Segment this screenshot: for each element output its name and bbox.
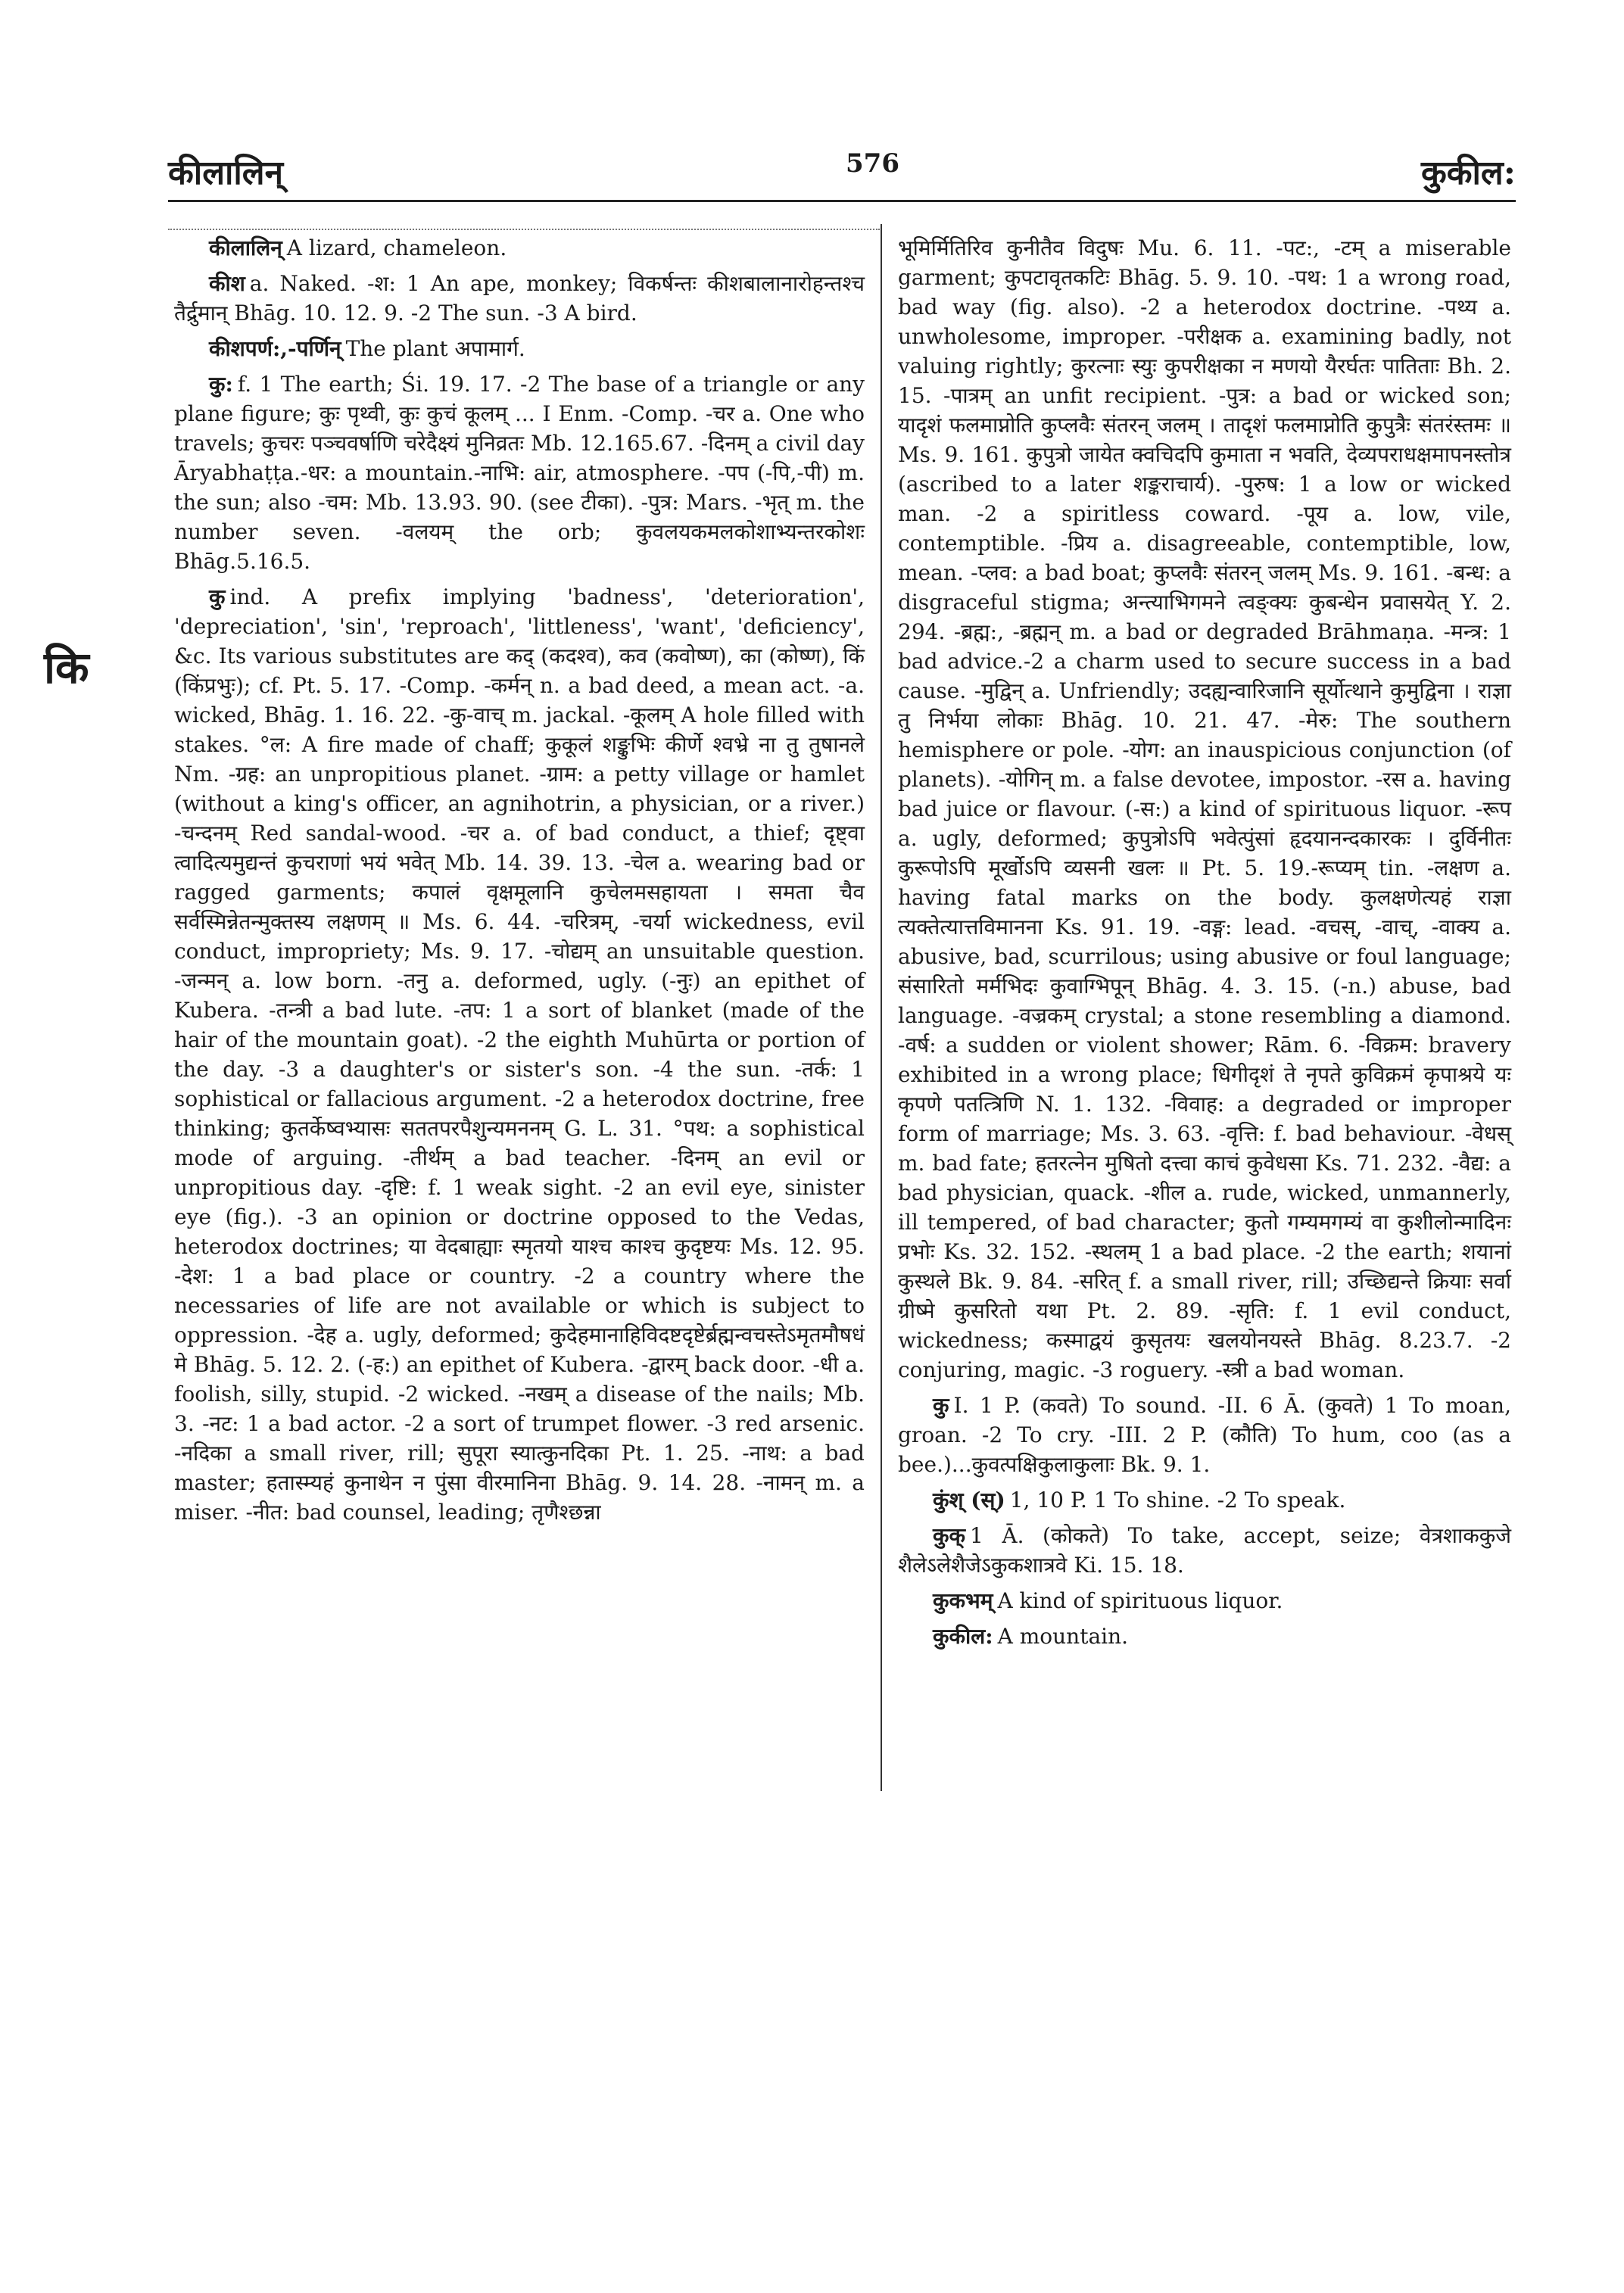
definition: ind. A prefix implying 'badness', 'deterioration', 'depreciation', 'sin', 'reproach', 'littleness', 'want', 'deficiency', &c. Its various substitutes are कद् (कदश्व), कव (कवोष्ण), का (कोष्ण), किं (किंप्रभुः); cf. Pt. 5. 17. -Comp. -कर्मन् n. a bad deed, a mean act. -a. wicked, Bhāg. 1. 16. 22. -कु-वाच् m. jackal. -कूलम् A hole filled with stakes. °ल: A fire made of chaff; कुकूलं शङ्कुभिः कीर्णे श्वभ्रे ना तु तुषानले Nm. -ग्रह: an unpropitious planet. -ग्राम: a petty village or hamlet (without a king's officer, an agnihotrin, a physician, or a river.) -चन्दनम् Red sandal-wood. -चर a. of bad conduct, a thief; दृष्ट्वा त्वादित्यमुद्यन्तं कुचराणां भयं भवेत् Mb. 14. 39. 13. -चेल a. wearing bad or ragged garments; कपालं वृक्षमूलानि कुचेलमसहायता । समता चैव सर्वस्मिन्नेतन्मुक्तस्य लक्षणम् ॥ Ms. 6. 44. -चरित्रम्, -चर्या wickedness, evil conduct, impropriety; Ms. 9. 17. -चोद्यम् an unsuitable question. -जन्मन् a. low born. -तनु a. deformed, ugly. (-नुः) an epithet of Kubera. -तन्त्री a bad lute. -तप: 1 a sort of blanket (made of the hair of the mountain goat). -2 the eighth Muhūrta or portion of the day. -3 a daughter's or sister's son. -4 the sun. -तर्क: 1 sophistical or fallacious argument. -2 a heterodox doctrine, free thinking; कुतर्केष्वभ्यासः सततपरपैशुन्यमननम् G. L. 31. °पथ: a sophistical mode of arguing. -तीर्थम् a bad teacher. -दिनम् an evil or unpropitious day. -दृष्टि: f. 1 weak sight. -2 an evil eye, sinister eye (fig.). -3 an opinion or doctrine opposed to the Vedas, heterodox doctrines; या वेदबाह्याः स्मृतयो याश्च काश्च कुदृष्टयः Ms. 12. 95. -देश: 1 a bad place or country. -2 a country where the necessaries of life are not available or which is subject to oppression. -देह a. ugly, deformed; कुदेहमानाहिविदष्टदृष्टेर्ब्रह्मन्वचस्तेऽमृतमौषधं मे Bhāg. 5. 12. 2. (-ह:) an epithet of Kubera. -द्वारम् back door. -धी a. foolish, silly, stupid. -2 wicked. -नखम् a disease of the nails; Mb. 3. -नट: 1 a bad actor. -2 a sort of trumpet flower. -3 red arsenic. -नदिका a small river, rill; सुपूरा स्यात्कुनदिका Pt. 1. 25. -नाथ: a bad master; हतास्म्यहं कुनाथेन न पुंसा वीरमानिना Bhāg. 9. 14. 28. -नामन् m. a miser. -नीत: bad counsel, leading; तृणैश्छन्ना [174, 584, 865, 1525]
running-head-right: कुकील: [1420, 154, 1516, 192]
dictionary-entry [898, 1521, 1511, 1580]
headword: कीलालिन् [209, 235, 282, 260]
dictionary-entry [174, 582, 865, 1527]
headword: कुकील: [933, 1624, 993, 1649]
header-rule [168, 200, 1516, 202]
dictionary-entry [898, 1485, 1511, 1515]
definition: A mountain. [997, 1624, 1129, 1649]
definition: भूमिर्मितिरिव कुनीतैव विदुषः Mu. 6. 11. -पट:, -टम् a miserable garment; कुपटावृतकटिः Bhāg. 5. 9. 10. -पथ: 1 a wrong road, bad way (fig. also). -2 a heterodox doctrine. -पथ्य a. unwholesome, improper. -परीक्षक a. examining badly, not valuing rightly; कुरत्नाः स्युः कुपरीक्षका न मणयो यैरर्घतः पातिताः Bh. 2. 15. -पात्रम् an unfit recipient. -पुत्र: a bad or wicked son; यादृशं फलमाप्नोति कुप्लवैः संतरन् जलम् । तादृशं फलमाप्नोति कुपुत्रैः संतरंस्तमः ॥ Ms. 9. 161. कुपुत्रो जायेत क्वचिदपि कुमाता न भवति, देव्यपराधक्षमापनस्तोत्र (ascribed to a later शङ्कराचार्य). -पुरुष: 1 a low or wicked man. -2 a spiritless coward. -पूय a. low, vile, contemptible. -प्रिय a. disagreeable, contemptible, low, mean. -प्लव: a bad boat; कुप्लवैः संतरन् जलम् Ms. 9. 161. -बन्ध: a disgraceful stigma; अन्त्याभिगमने त्वङ्क्यः कुबन्धेन प्रवासयेत् Y. 2. 294. -ब्रह्म:, -ब्रह्मन् m. a bad or degraded Brāhmaṇa. -मन्त्र: 1 bad advice.-2 a charm used to secure success in a bad cause. -मुद्विन् a. Unfriendly; उदह्यन्वारिजानि सूर्योत्थाने कुमुद्विना । राज्ञा तु निर्भया लोकाः Bhāg. 10. 21. 47. -मेरु: The southern hemisphere or pole. -योग: an inauspicious conjunction (of planets). -योगिन् m. a false devotee, impostor. -रस a. having bad juice or flavour. (-स:) a kind of spirituous liquor. -रूप a. ugly, deformed; कुपुत्रोऽपि भवेत्पुंसां हृदयानन्दकारकः । दुर्विनीतः कुरूपोऽपि मूर्खोऽपि व्यसनी खलः ॥ Pt. 5. 19.-रूप्यम् tin. -लक्षण a. having fatal marks on the body. कुलक्षणेत्यहं राज्ञा त्यक्तेत्यात्तविमानना Ks. 91. 19. -वङ्ग: lead. -वचस्, -वाच्, -वाक्य a. abusive, bad, scurrilous; using abusive or foul language; संसारितो मर्मभिदः कुवाग्भिपून् Bhāg. 4. 3. 15. (-n.) abuse, bad language. -वज्रकम् crystal; a stone resembling a diamond. -वर्ष: a sudden or violent shower; Rām. 6. -विक्रम: bravery exhibited in a wrong place; धिगीदृशं ते नृपते कुविक्रमं कृपाश्रये यः कृपणे पतत्त्रिणि N. 1. 132. -विवाह: a degraded or improper form of marriage; Ms. 3. 63. -वृत्ति: f. bad behaviour. -वेधस् m. bad fate; हतरत्नेन मुषितो दत्त्वा काचं कुवेधसा Ks. 71. 232. -वैद्य: a bad physician, quack. -शील a. rude, wicked, unmannerly, ill tempered, of bad character; कुतो गम्यमगम्यं वा कुशीलोन्मादिनः प्रभोः Ks. 32. 152. -स्थलम् 1 a bad place. -2 the earth; शयानां कुस्थले Bk. 9. 84. -सरित् f. a small river, rill; उच्छिद्यन्ते क्रियाः सर्वा ग्रीष्मे कुसरितो यथा Pt. 2. 89. -सृति: f. 1 evil conduct, wickedness; कस्माद्वयं कुसृतयः खलयोनयस्ते Bhāg. 8.23.7. -2 conjuring, magic. -3 roguery. -स्त्री a bad woman. [898, 235, 1511, 1382]
left-column [174, 233, 865, 1533]
headword: कु: [209, 372, 233, 397]
margin-thumb-index: कि [44, 642, 89, 693]
definition: A lizard, chameleon. [286, 235, 507, 260]
definition: a. Naked. -श: 1 An ape, monkey; विकर्षन्तः कीशबालानारोहन्तश्च तैर्द्रुमान् Bhāg. 10. 12. 9. -2 The sun. -3 A bird. [174, 271, 865, 326]
headword: कुक् [933, 1523, 966, 1548]
page-header [168, 148, 1516, 194]
right-column [898, 233, 1511, 1657]
running-head-left: कीलालिन् [168, 154, 284, 192]
dictionary-entry [174, 334, 865, 363]
dictionary-entry [174, 269, 865, 328]
definition: f. 1 The earth; Śi. 19. 17. -2 The base of a triangle or any plane figure; कुः पृथ्वी, कुः कुचं कूलम् ... I Enm. -Comp. -चर a. One who travels; कुचरः पञ्चवर्षाणि चरेदैक्ष्यं मुनिव्रतः Mb. 12.165.67. -दिनम् a civil day Āryabhaṭṭa.-धर: a mountain.-नाभि: air, atmosphere. -पप (-पि,-पी) m. the sun; also -चम: Mb. 13.93. 90. (see टीका). -पुत्र: Mars. -भृत् m. the number seven. -वलयम् the orb; कुवलयकमलकोशाभ्यन्तरकोशः Bhāg.5.16.5. [174, 372, 865, 574]
headword: कीशपर्ण:,-पर्णिन् [209, 336, 341, 361]
headword: कु [933, 1393, 949, 1418]
headword: कीश [209, 271, 245, 296]
page-number: 576 [846, 148, 899, 179]
definition: I. 1 P. (कवते) To sound. -II. 6 Ā. (कुवते) 1 To moan, groan. -2 To cry. -III. 2 P. (कौति) To hum, coo (as a bee.)...कुवत्पक्षिकुलाकुलाः Bk. 9. 1. [898, 1393, 1511, 1477]
headword: कुंश् (स्) [933, 1488, 1005, 1513]
definition: 1 Ā. (कोकते) To take, accept, seize; वेत्रशाककुजे शैलेऽलेशैजेऽकुकशात्रवे Ki. 15. 18. [898, 1523, 1511, 1578]
dictionary-entry [174, 233, 865, 263]
dictionary-entry [898, 1622, 1511, 1651]
definition: A kind of spirituous liquor. [997, 1588, 1283, 1613]
dictionary-entry [898, 1586, 1511, 1615]
dictionary-entry [174, 369, 865, 576]
dictionary-entry-continued [898, 233, 1511, 1385]
headword: कुकभम् [933, 1588, 993, 1613]
column-divider [881, 224, 882, 1791]
definition: 1, 10 P. 1 To shine. -2 To speak. [1009, 1488, 1346, 1513]
definition: The plant अपामार्ग. [345, 336, 525, 361]
dotted-rule [168, 229, 880, 230]
dictionary-entry [898, 1391, 1511, 1479]
headword: कु [209, 584, 226, 609]
